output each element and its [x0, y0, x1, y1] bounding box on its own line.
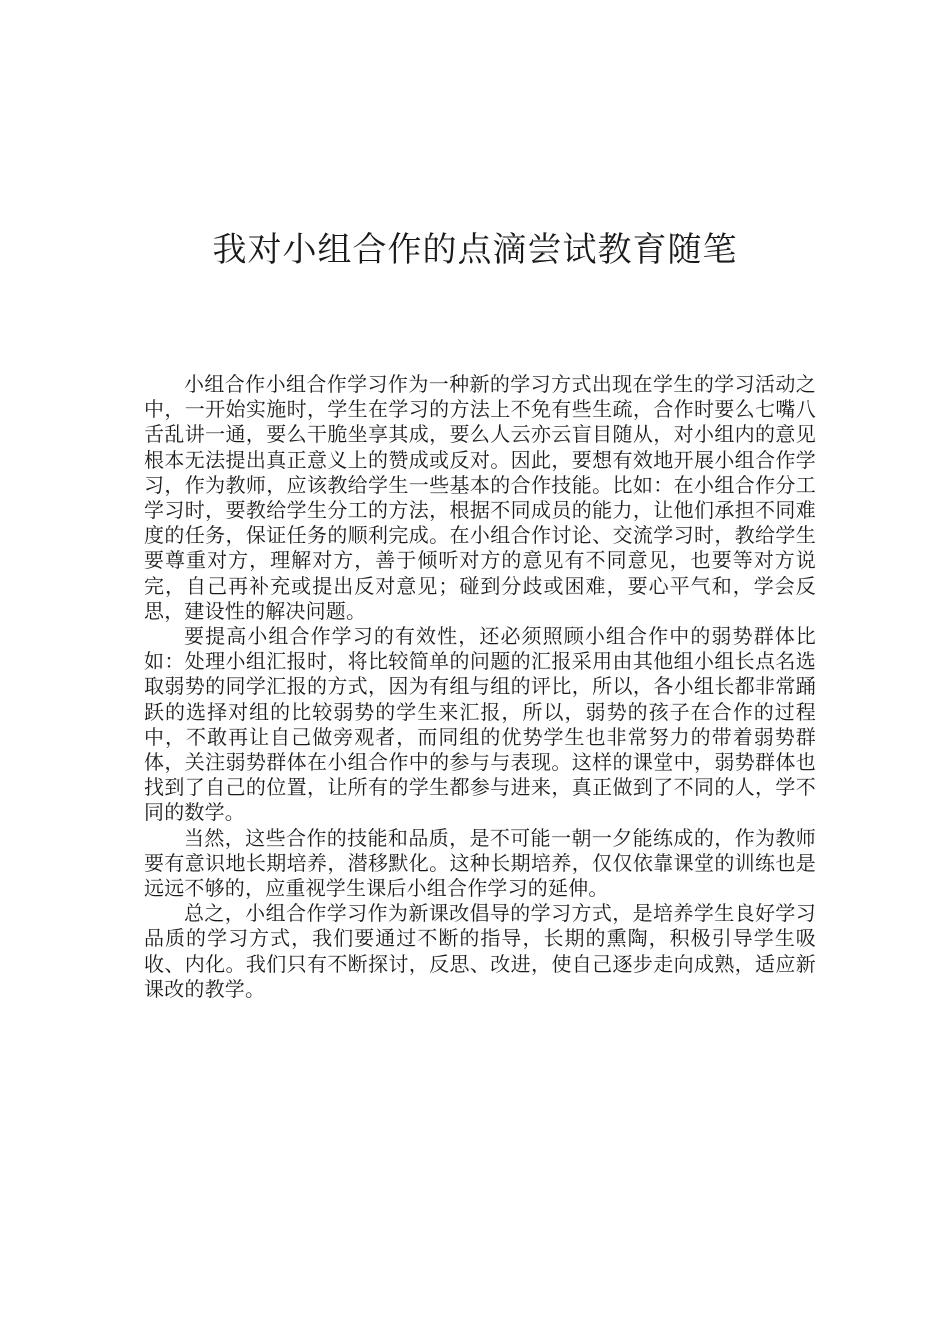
- paragraph-1: 小组合作小组合作学习作为一种新的学习方式出现在学生的学习活动之中，一开始实施时，学生在学习的方法上不免有些生疏，合作时要么七嘴八舌乱讲一通，要么干脆坐享其成，要么人云亦云盲目随从，对小组内的意见根本无法提出真正意义上的赞成或反对。因此，要想有效地开展小组合作学习，作为教师，应该教给学生一些基本的合作技能。比如：在小组合作分工学习时，要教给学生分工的方法，根据不同成员的能力，让他们承担不同难度的任务，保证任务的顺利完成。在小组合作讨论、交流学习时，教给学生要尊重对方，理解对方，善于倾听对方的意见有不同意见，也要等对方说完，自己再补充或提出反对意见；碰到分歧或困难，要心平气和，学会反思，建设性的解决问题。: [144, 372, 816, 623]
- document-title: 我对小组合作的点滴尝试教育随笔: [212, 230, 738, 270]
- document-body: [144, 372, 816, 1002]
- paragraph-2: 要提高小组合作学习的有效性，还必须照顾小组合作中的弱势群体比如：处理小组汇报时，将比较简单的问题的汇报采用由其他组小组长点名选取弱势的同学汇报的方式，因为有组与组的评比，所以，各小组长都非常踊跃的选择对组的比较弱势的学生来汇报，所以，弱势的孩子在合作的过程中，不敢再让自己做旁观者，而同组的优势学生也非常努力的带着弱势群体，关注弱势群体在小组合作中的参与与表现。这样的课堂中，弱势群体也找到了自己的位置，让所有的学生都参与进来，真正做到了不同的人，学不同的数学。: [144, 624, 816, 825]
- paragraph-3: 当然，这些合作的技能和品质，是不可能一朝一夕能练成的，作为教师要有意识地长期培养，潜移默化。这种长期培养，仅仅依靠课堂的训练也是远远不够的，应重视学生课后小组合作学习的延伸。: [144, 825, 816, 901]
- paragraph-4: 总之，小组合作学习作为新课改倡导的学习方式，是培养学生良好学习品质的学习方式，我们要通过不断的指导，长期的熏陶，积极引导学生吸收、内化。我们只有不断探讨，反思、改进，使自己逐步走向成熟，适应新课改的教学。: [144, 901, 816, 1001]
